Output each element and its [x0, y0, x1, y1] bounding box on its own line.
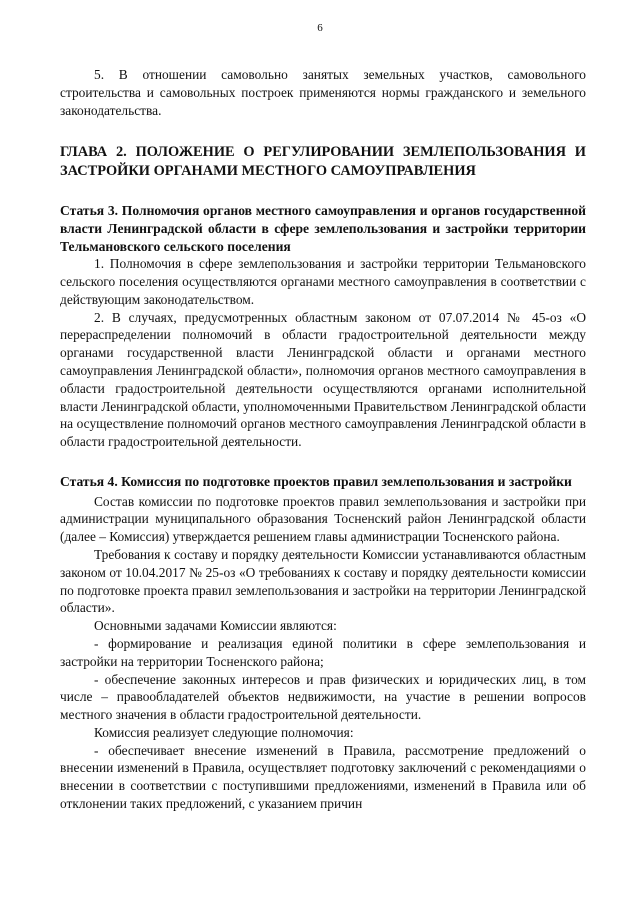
chapter-title: ГЛАВА 2. ПОЛОЖЕНИЕ О РЕГУЛИРОВАНИИ ЗЕМЛЕПОЛЬЗОВАНИЯ И ЗАСТРОЙКИ ОРГАНАМИ МЕСТНОГО САМОУПРАВЛЕНИЯ	[60, 144, 586, 179]
page-number: 6	[317, 22, 323, 34]
article-4-paragraph-4: - формирование и реализация единой политики в сфере землепользования и застройки на территории Тосненского района;	[60, 635, 586, 669]
document-body	[60, 66, 586, 813]
article-3-paragraph-1: 1. Полномочия в сфере землепользования и застройки территории Тельмановского сельского поселения осуществляются органами местного самоуправления в соответствии с действующим законодательством.	[60, 256, 586, 307]
intro-paragraph: 5. В отношении самовольно занятых земельных участков, самовольного строительства и самовольных построек применяются нормы гражданского и земельного законодательства.	[60, 67, 586, 118]
article-4-paragraph-2: Требования к составу и порядку деятельности Комиссии устанавливаются областным законом от 10.04.2017 № 25-оз «О требованиях к составу и порядку деятельности комиссии по подготовке проекта правил землепользования и застройки на территории Ленинградской области».	[60, 546, 586, 616]
article-4-paragraph-7: - обеспечивает внесение изменений в Правила, рассмотрение предложений о внесении изменений в Правила, осуществляет подготовку заключений с рекомендациями о внесении в соответствии с поступившими предложениями, изменений в Правила или об отклонении таких предложений, с указанием причин	[60, 742, 586, 812]
article-3-paragraph-2: 2. В случаях, предусмотренных областным законом от 07.07.2014 № 45-оз «О перераспределении полномочий в области градостроительной деятельности между органами государственной власти Ленинградской области и органами местного самоуправления Ленинградской области», полномочия органов местного самоуправления в области градостроительной деятельности осуществляются органами исполнительной власти Ленинградской области, уполномоченными Правительством Ленинградской области на осуществление полномочий органов местного самоуправления Ленинградской области в области градостроительной деятельности.	[60, 309, 586, 450]
article-4-paragraph-6: Комиссия реализует следующие полномочия:	[94, 724, 354, 740]
article-4-paragraph-1: Состав комиссии по подготовке проектов правил землепользования и застройки при администрации муниципального образования Тосненский район Ленинградской области (далее – Комиссия) утверждается решением главы администрации Тосненского района.	[60, 493, 586, 545]
article-3-title: Статья 3. Полномочия органов местного самоуправления и органов государственной власти Ленинградской области в сфере землепользования и застройки территории Тельмановского сельского поселения	[60, 203, 586, 254]
article-4-paragraph-3: Основными задачами Комиссии являются:	[94, 618, 337, 634]
article-4-title: Статья 4. Комиссия по подготовке проектов правил землепользования и застройки	[60, 473, 572, 489]
article-4-paragraph-5: - обеспечение законных интересов и прав физических и юридических лиц, в том числе – правообладателей объектов недвижимости, на участие в решении вопросов местного значения в области градостроительной деятельности.	[60, 671, 586, 723]
